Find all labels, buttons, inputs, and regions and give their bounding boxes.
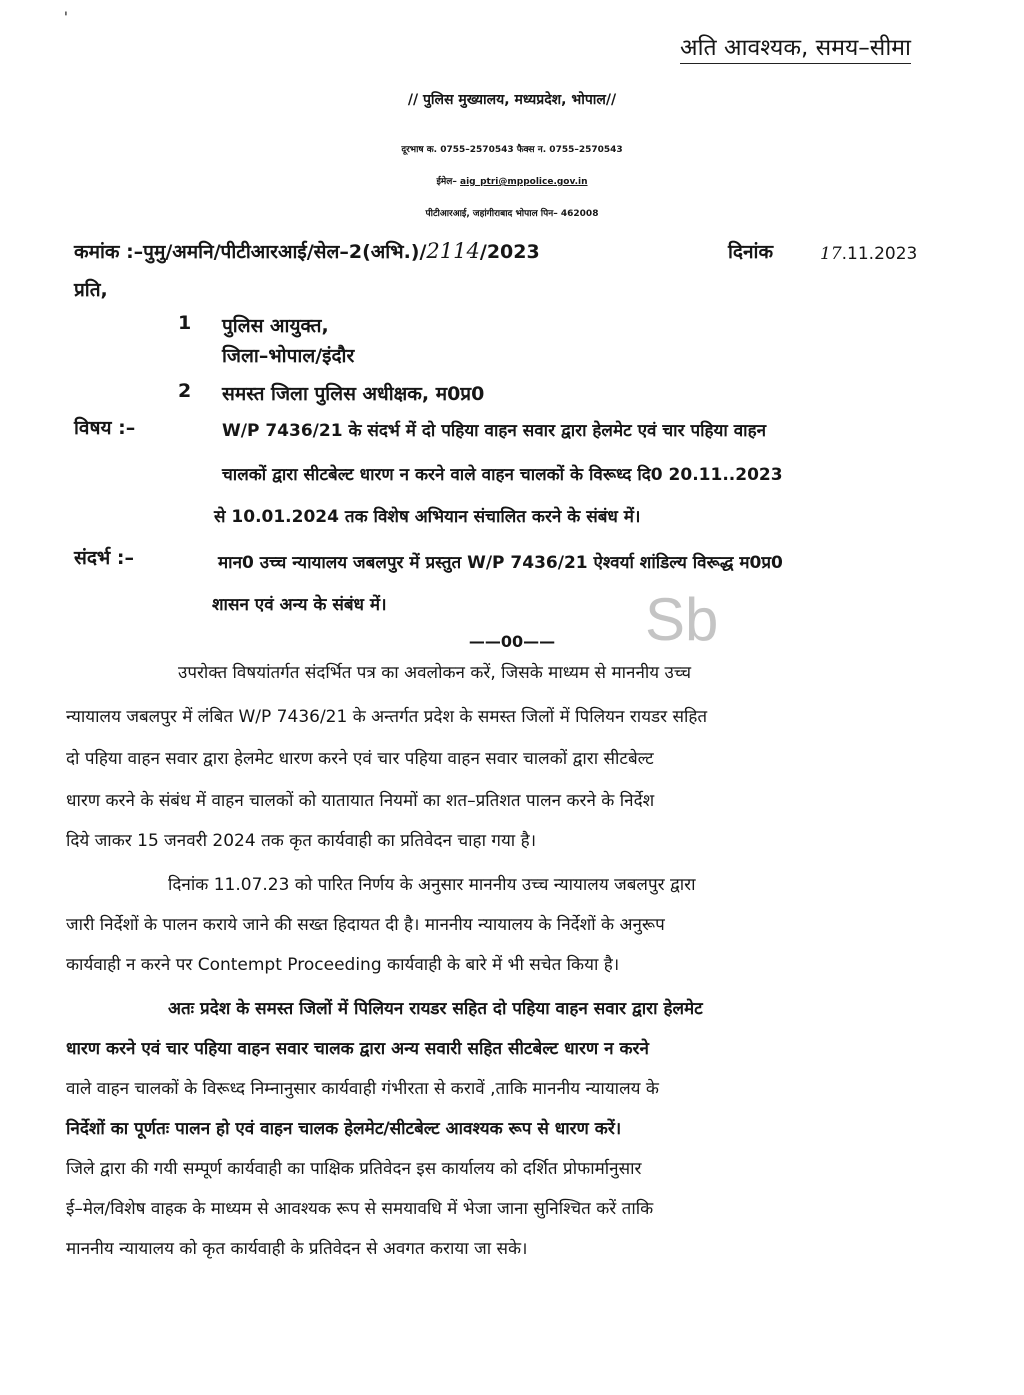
recipient-line: समस्त जिला पुलिस अधीक्षक, म0प्र0: [222, 383, 485, 405]
date-label: दिनांक: [728, 241, 774, 263]
paragraph-line: न्यायालय जबलपुर में लंबित W/P 7436/21 के अन्तर्गत प्रदेश के समस्त जिलों में पिलियन रायडर सहित: [66, 707, 708, 727]
paragraph-line: जारी निर्देशों के पालन कराये जाने की सख्त हिदायत दी है। माननीय न्यायालय के निर्देशों के अनुरूप: [66, 915, 665, 935]
paragraph-line: दो पहिया वाहन सवार द्वारा हेलमेट धारण करने एवं चार पहिया वाहन सवार चालकों द्वारा सीटबेल्ट: [66, 749, 654, 769]
paragraph-line: जिले द्वारा की गयी सम्पूर्ण कार्यवाही का पाक्षिक प्रतिवेदन इस कार्यालय को दर्शित प्रोफार्मानुसार: [66, 1159, 642, 1179]
paragraph-line: धारण करने के संबंध में वाहन चालकों को यातायात नियमों का शत–प्रतिशत पालन करने के निर्देश: [66, 791, 655, 811]
divider: ——00——: [468, 632, 556, 651]
tick-mark: ': [64, 10, 68, 26]
paragraph-line: दिये जाकर 15 जनवरी 2024 तक कृत कार्यवाही का प्रतिवेदन चाहा गया है।: [66, 831, 537, 851]
paragraph-line: निर्देशों का पूर्णतः पालन हो एवं वाहन चालक हेलमेट/सीटबेल्ट आवश्यक रूप से धारण करें।: [66, 1119, 622, 1139]
reference-context-line: शासन एवं अन्य के संबंध में।: [212, 595, 387, 615]
reference-context-label: संदर्भ :–: [74, 547, 135, 569]
reference-year: /2023: [479, 241, 540, 263]
phone-fax-line: दूरभाष क. 0755–2570543 फैक्स न. 0755–2570543: [401, 145, 623, 155]
recipient-number: 2: [178, 380, 192, 402]
paragraph-line: वाले वाहन चालकों के विरूध्द निम्नानुसार कार्यवाही गंभीरता से करावें ,ताकि माननीय न्यायालय के: [66, 1079, 659, 1099]
paragraph-line: दिनांक 11.07.23 को पारित निर्णय के अनुसार माननीय उच्च न्यायालय जबलपुर द्वारा: [168, 875, 696, 895]
recipient-number: 1: [178, 312, 192, 334]
address-line: पीटीआरआई, जहांगीराबाद भोपाल पिन– 462008: [425, 209, 599, 219]
paragraph-line: कार्यवाही न करने पर Contempt Proceeding कार्यवाही के बारे में भी सचेत किया है।: [66, 955, 620, 975]
paragraph-line: माननीय न्यायालय को कृत कार्यवाही के प्रतिवेदन से अवगत कराया जा सके।: [66, 1239, 528, 1259]
email-link[interactable]: aig_ptri@mppolice.gov.in: [460, 177, 588, 187]
paragraph-line: अतः प्रदेश के समस्त जिलों में पिलियन रायडर सहित दो पहिया वाहन सवार द्वारा हेलमेट: [168, 999, 703, 1019]
paragraph-line: ई–मेल/विशेष वाहक के माध्यम से आवश्यक रूप से समयावधि में भेजा जाना सुनिश्चित करें ताकि: [66, 1199, 654, 1219]
letterhead-title: // पुलिस मुख्यालय, मध्यप्रदेश, भोपाल//: [407, 92, 617, 108]
date-rest: .11.2023: [841, 244, 918, 264]
email-label: ईमेल–: [436, 177, 461, 187]
recipient-line: जिला–भोपाल/इंदौर: [222, 345, 355, 367]
date-value: [820, 244, 917, 264]
reference-number: [74, 238, 540, 264]
recipient-line: पुलिस आयुक्त,: [222, 315, 329, 337]
subject-line: W/P 7436/21 के संदर्भ में दो पहिया वाहन सवार द्वारा हेलमेट एवं चार पहिया वाहन: [222, 421, 767, 441]
reference-handwritten-number: 2114: [426, 239, 480, 263]
watermark: Sb: [645, 586, 719, 653]
subject-line: से 10.01.2024 तक विशेष अभियान संचालित करने के संबंध में।: [214, 507, 641, 527]
date-handwritten-day: 17: [820, 244, 842, 264]
subject-line: चालकों द्वारा सीटबेल्ट धारण न करने वाले वाहन चालकों के विरूध्द दि0 20.11..2023: [222, 465, 783, 485]
paragraph-line: उपरोक्त विषयांतर्गत संदर्भित पत्र का अवलोकन करें, जिसके माध्यम से माननीय उच्च: [178, 663, 692, 683]
reference-context-line: मान0 उच्च न्यायालय जबलपुर में प्रस्तुत W/P 7436/21 ऐश्वर्या शांडिल्य विरूद्ध म0प्र0: [218, 553, 783, 573]
paragraph-line: धारण करने एवं चार पहिया वाहन सवार चालक द्वारा अन्य सवारी सहित सीटबेल्ट धारण न करने: [66, 1039, 649, 1059]
reference-prefix: कमांक :–पुमु/अमनि/पीटीआरआई/सेल–2(अभि.)/: [74, 241, 427, 263]
subject-label: विषय :–: [74, 417, 136, 439]
to-label: प्रति,: [74, 279, 108, 301]
email-line: [0, 174, 1024, 187]
urgent-note: अति आवश्यक, समय–सीमा: [680, 30, 911, 64]
